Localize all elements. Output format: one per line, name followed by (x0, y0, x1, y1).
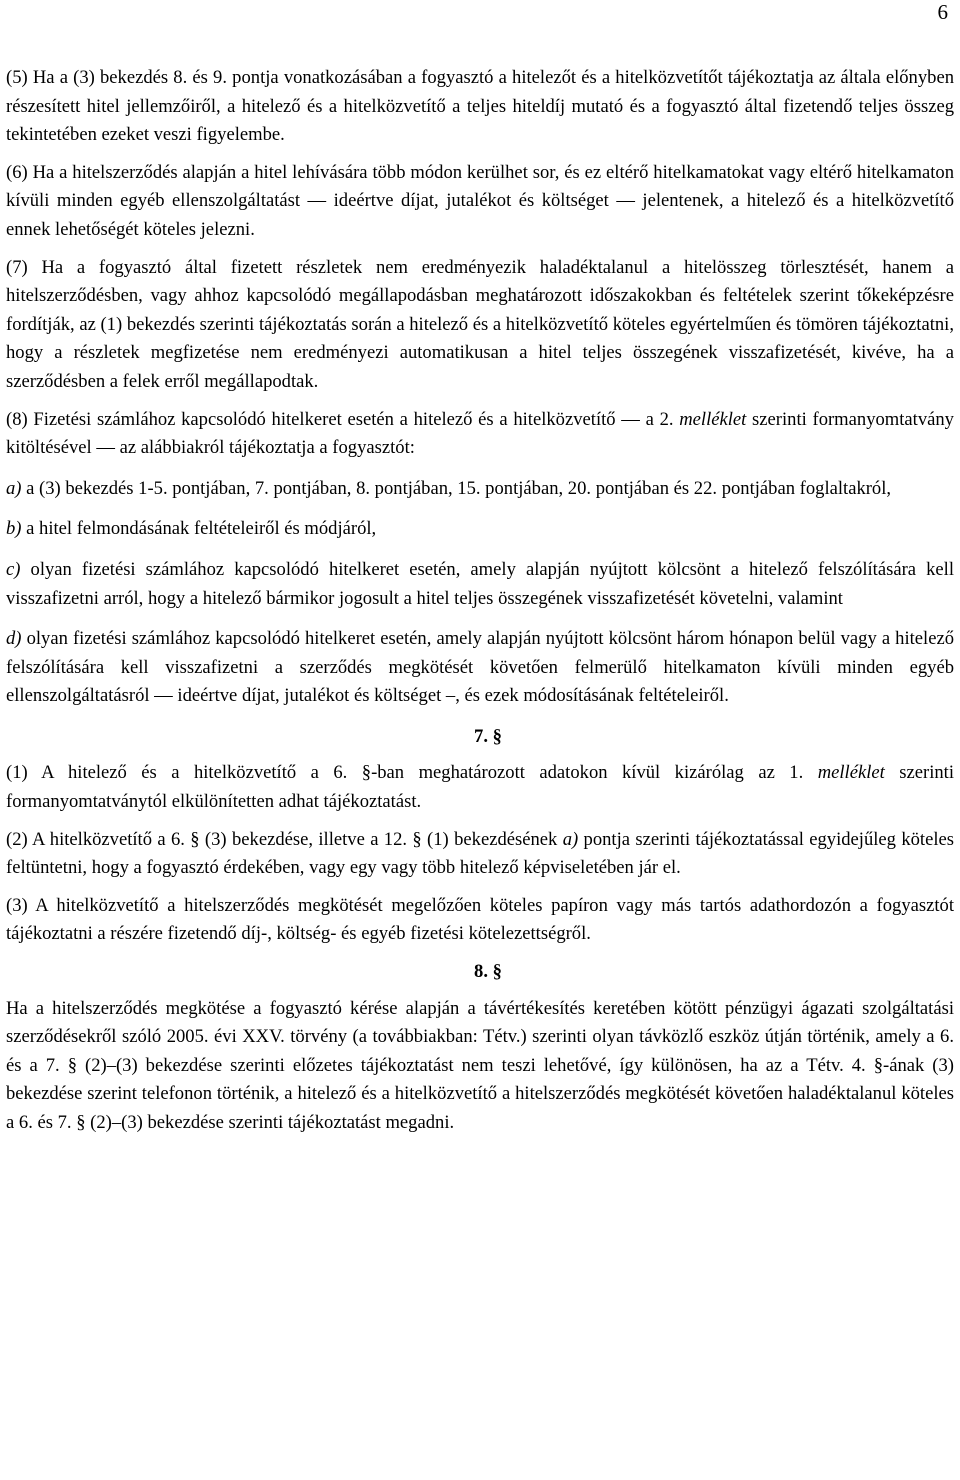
section-7-p1-text-b: szerinti formanyomtatványtól elkülönítetten adhat tájékoztatást. (6, 762, 954, 813)
list-item-a (6, 475, 954, 504)
section-7-p2-point-ref: a) (562, 828, 579, 850)
paragraph-8-text-a: (8) Fizetési számlához kapcsolódó hitelkeret esetén a hitelező és a hitelközvetítő — a 2. (6, 408, 680, 430)
section-8-heading: 8. § (474, 961, 502, 983)
section-7-paragraph-1 (6, 759, 954, 816)
section-7-p1-text-a: (1) A hitelező és a hitelközvetítő a 6. §-ban meghatározott adatokon kívül kizárólag az 1. (6, 762, 818, 784)
paragraph-8 (6, 406, 954, 463)
list-item-b-label: b) (6, 518, 22, 540)
section-7-heading: 7. § (474, 725, 502, 747)
section-7-paragraph-3: (3) A hitelközvetítő a hitelszerződés megkötését megelőzően köteles papíron vagy más tartós adathordozón a fogyasztót tájékoztatni a részére fizetendő díj-, költség- és egyéb fizetési kötelezettségről. (6, 894, 954, 945)
paragraph-7: (7) Ha a fogyasztó által fizetett részletek nem eredményezik haladéktalanul a hitelösszeg törlesztését, hanem a hitelszerződésben, vagy ahhoz kapcsolódó megállapodásban meghatározott időszakokban és feltételek szerint tőkeképzésre fordítják, az (1) bekezdés szerinti tájékoztatás során a hitelező és a hitelközvetítő köteles egyértelműen és tömören tájékoztatni, hogy a részletek megfizetése nem eredményezi automatikusan a hitel teljes összegének visszafizetését, kivéve, ha a szerződésben a felek erről megállapodtak. (6, 256, 954, 392)
section-7-p1-annex-ref: melléklet (817, 762, 885, 784)
list-item-d-text: olyan fizetési számlához kapcsolódó hitelkeret esetén, amely alapján nyújtott kölcsönt három hónapon belül vagy a hitelező felszólítására kell visszafizetni a szerződés megkötését követően felmerülő hitelkamaton kívüli minden egyéb ellenszolgáltatásról — ideértve díjat, jutalékot és költséget –, és ezek módosításának feltételeiről. (6, 628, 954, 707)
list-item-c (6, 556, 954, 613)
paragraph-6: (6) Ha a hitelszerződés alapján a hitel lehívására több módon kerülhet sor, és ez eltérő hitelkamatokat vagy eltérő hitelkamaton kívüli minden egyéb ellenszolgáltatást — ideértve díjat, jutalékot és költséget — jelentenek, a hitelező és a hitelközvetítő ennek lehetőségét köteles jelezni. (6, 161, 954, 240)
paragraph-8-text-b: szerinti formanyomtatvány kitöltésével — az alábbiakról tájékoztatja a fogyasztót: (6, 408, 954, 459)
list-item-b (6, 515, 954, 544)
section-8-paragraph: Ha a hitelszerződés megkötése a fogyasztó kérése alapján a távértékesítés keretében kötött pénzügyi ágazati szolgáltatási szerződésekről szóló 2005. évi XXV. törvény (a továbbiakban: Tétv.) szerinti olyan távközlő eszköz útján történik, amely a 6. és a 7. § (2)–(3) bekezdése szerinti előzetes tájékoztatást nem teszi lehetővé, így különösen, ha az a Tétv. 4. §-ának (3) bekezdése szerint telefonon történik, a hitelező és a hitelközvetítő a hitelszerződés megkötését követően haladéktalanul köteles a 6. és 7. § (2)–(3) bekezdése szerinti tájékoztatást megadni. (6, 997, 954, 1133)
list-item-d-label: d) (6, 628, 22, 650)
paragraph-8-annex-ref: melléklet (679, 408, 747, 430)
list-item-d (6, 625, 954, 711)
page-number: 6 (937, 0, 948, 24)
list-item-a-text: a (3) bekezdés 1-5. pontjában, 7. pontjában, 8. pontjában, 15. pontjában, 20. pontjában és 22. pontjában foglaltakról, (21, 477, 892, 499)
section-7-p2-text-a: (2) A hitelközvetítő a 6. § (3) bekezdése, illetve a 12. § (1) bekezdésének (6, 828, 563, 850)
list-item-c-label: c) (6, 558, 21, 580)
section-7-p2-text-b: pontja szerinti tájékoztatással egyidejűleg köteles feltüntetni, hogy a fogyasztó érdekében, vagy egy vagy több hitelező képviseletében jár el. (6, 828, 954, 879)
list-item-a-label: a) (6, 477, 22, 499)
paragraph-5: (5) Ha a (3) bekezdés 8. és 9. pontja vonatkozásában a fogyasztó a hitelezőt és a hitelközvetítőt tájékoztatja az általa előnyben részesített hitel jellemzőiről, a hitelező és a hitelközvetítő a teljes hiteldíj mutató és a fogyasztó által fizetendő teljes összeg tekintetében ezeket veszi figyelembe. (6, 67, 954, 146)
list-item-c-text: olyan fizetési számlához kapcsolódó hitelkeret esetén, amely alapján nyújtott kölcsönt a hitelező felszólítására kell visszafizetni arról, hogy a hitelező bármikor jogosult a hitel teljes összegének visszafizetését követelni, valamint (6, 558, 954, 609)
document-body (6, 64, 954, 1138)
list-item-b-text: a hitel felmondásának feltételeiről és módjáról, (21, 518, 377, 540)
section-7-paragraph-2 (6, 826, 954, 883)
